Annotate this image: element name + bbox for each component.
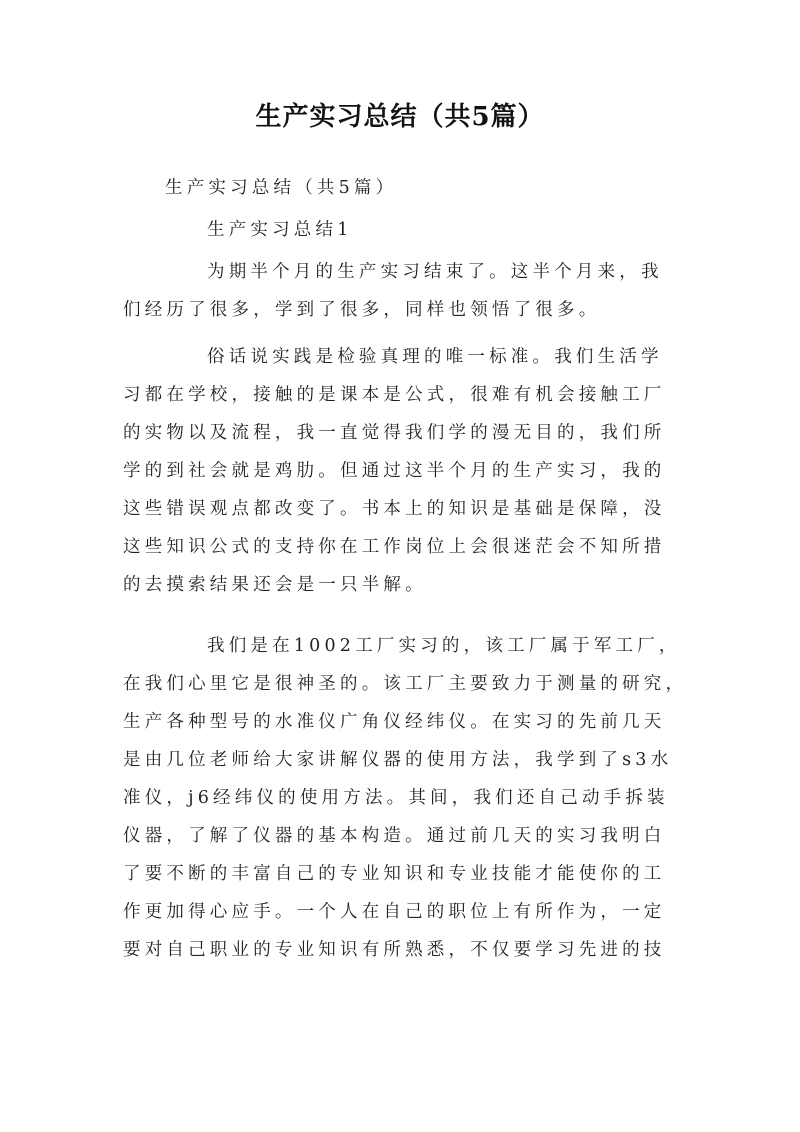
text-line: 在我们心里它是很神圣的。该工厂主要致力于测量的研究， xyxy=(123,674,688,694)
text-line: 我们是在1002工厂实习的，该工厂属于军工厂， xyxy=(207,636,681,656)
text-line: 生产实习总结1 xyxy=(207,220,353,240)
text-line: 仪器，了解了仪器的基本构造。通过前几天的实习我明白 xyxy=(123,826,666,846)
text-line: 这些错误观点都改变了。书本上的知识是基础是保障，没 xyxy=(123,499,666,519)
text-line: 是由几位老师给大家讲解仪器的使用方法，我学到了s3水 xyxy=(123,750,673,770)
text-line: 们经历了很多，学到了很多，同样也领悟了很多。 xyxy=(123,300,601,320)
text-line: 习都在学校，接触的是课本是公式，很难有机会接触工厂 xyxy=(123,385,666,405)
text-line: 了要不断的丰富自己的专业知识和专业技能才能使你的工 xyxy=(123,864,666,884)
text-line: 俗话说实践是检验真理的唯一标准。我们生活学 xyxy=(207,347,663,367)
text-line: 生产实习总结（共5篇） xyxy=(165,178,398,198)
text-line: 这些知识公式的支持你在工作岗位上会很迷茫会不知所措 xyxy=(123,537,666,557)
document-title: 生产实习总结（共5篇） xyxy=(255,102,545,132)
text-line: 生产各种型号的水准仪广角仪经纬仪。在实习的先前几天 xyxy=(123,712,666,732)
text-line: 准仪，j6经纬仪的使用方法。其间，我们还自己动手拆装 xyxy=(123,788,669,808)
text-line: 的去摸索结果还会是一只半解。 xyxy=(123,575,427,595)
text-line: 学的到社会就是鸡肋。但通过这半个月的生产实习，我的 xyxy=(123,461,666,481)
text-line: 要对自己职业的专业知识有所熟悉，不仅要学习先进的技 xyxy=(123,940,666,960)
text-line: 为期半个月的生产实习结束了。这半个月来，我 xyxy=(207,262,663,282)
text-line: 作更加得心应手。一个人在自己的职位上有所作为，一定 xyxy=(123,902,666,922)
text-line: 的实物以及流程，我一直觉得我们学的漫无目的，我们所 xyxy=(123,423,666,443)
